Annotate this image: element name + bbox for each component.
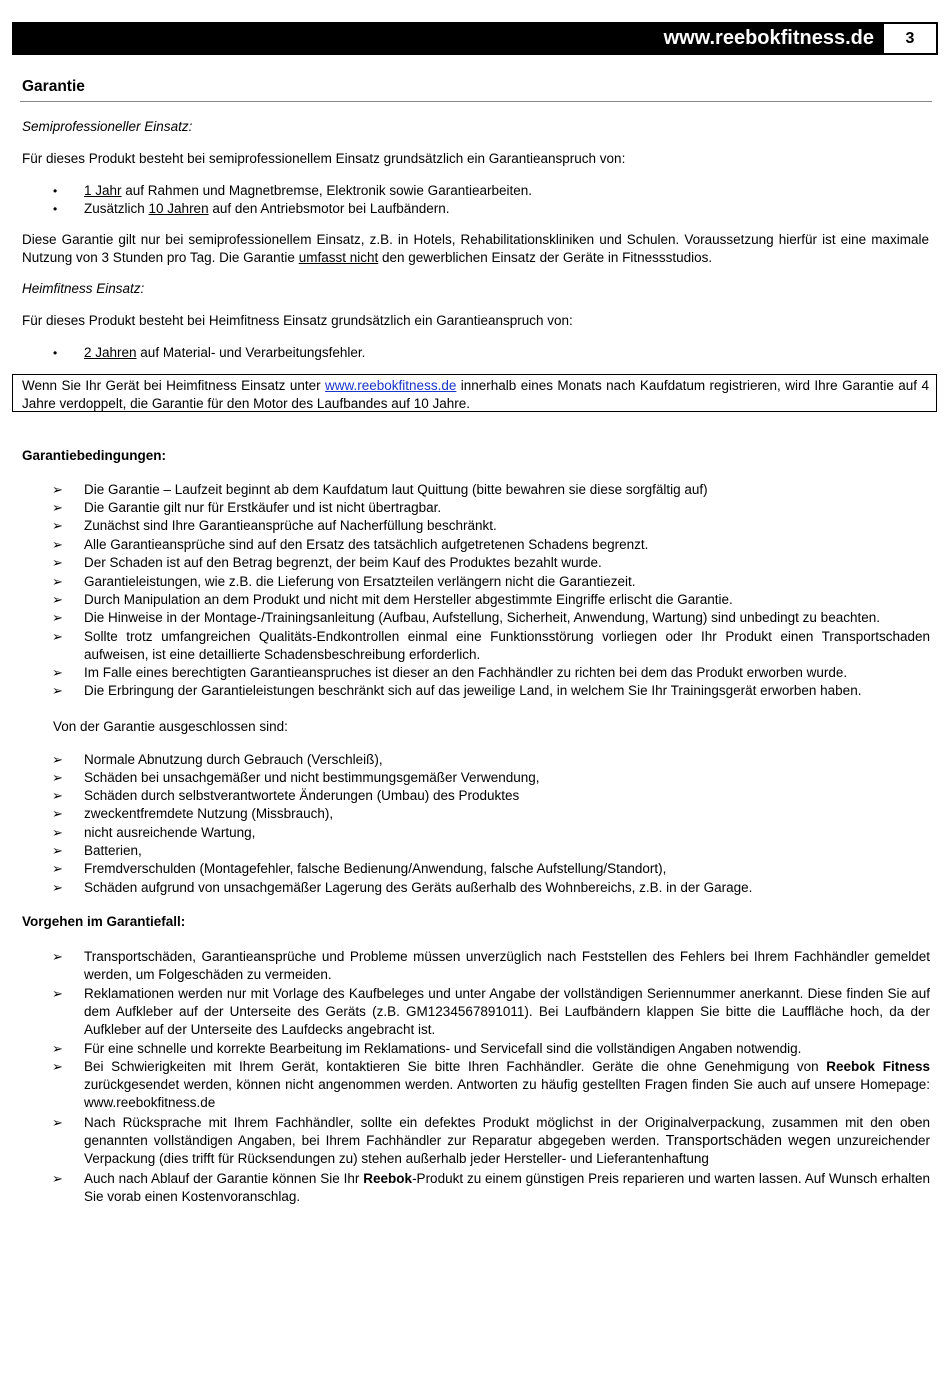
list-item: Reklamationen werden nur mit Vorlage des Kaufbeleges und unter Angabe der vollständigen Seriennummer anerkannt. Diese finden Sie auf dem Aufkleber auf der Unterseite des Geräts (z.B. GM1234567891011). Bei Laufbändern klappen Sie bitte die Lauffläche hoch, da der Aufkleber auf der Unterseite des Laufdecks angebracht ist.: [84, 986, 930, 1037]
chevron-bullet-icon: ➢: [52, 986, 63, 1001]
conditions-heading: Garantiebedingungen:: [22, 448, 167, 463]
semi-heading: Semiprofessioneller Einsatz:: [22, 119, 193, 134]
list-item: Schäden durch selbstverantwortete Änderungen (Umbau) des Produktes: [84, 788, 520, 803]
list-item: Durch Manipulation an dem Produkt und nicht mit dem Hersteller abgestimmte Eingriffe erlischt die Garantie.: [84, 592, 733, 607]
list-item: Nach Rücksprache mit Ihrem Fachhändler, sollte ein defektes Produkt möglichst in der Originalverpackung, zusammen mit den oben genannten vollständigen Angaben, bei Ihrem Fachhändler zur Reparatur abgegeben werden. Transportschäden wegen unzureichender Verpackung (dies trifft für Rücksendungen zu) stehen außerhalb jeder Hersteller- und Lieferantenhaftung: [84, 1115, 930, 1166]
list-item: Batterien,: [84, 843, 142, 858]
list-item: Normale Abnutzung durch Gebrauch (Verschleiß),: [84, 752, 383, 767]
chevron-bullet-icon: ➢: [52, 861, 63, 876]
list-item: Garantieleistungen, wie z.B. die Lieferung von Ersatzteilen verlängern nicht die Garantiezeit.: [84, 574, 636, 589]
chevron-bullet-icon: ➢: [52, 629, 63, 644]
list-item: Die Garantie – Laufzeit beginnt ab dem Kaufdatum laut Quittung (bitte bewahren sie diese sorgfältig auf): [84, 482, 708, 497]
list-item: Alle Garantieansprüche sind auf den Ersatz des tatsächlich aufgetretenen Schadens begrenzt.: [84, 537, 649, 552]
excluded-heading: Von der Garantie ausgeschlossen sind:: [53, 719, 288, 734]
list-item: Schäden bei unsachgemäßer und nicht bestimmungsgemäßer Verwendung,: [84, 770, 540, 785]
title-divider: [20, 101, 932, 102]
chevron-bullet-icon: ➢: [52, 683, 63, 698]
chevron-bullet-icon: ➢: [52, 788, 63, 803]
semi-intro: Für dieses Produkt besteht bei semiprofessionellem Einsatz grundsätzlich ein Garantieanspruch von:: [22, 151, 626, 166]
page-number: 3: [884, 24, 936, 53]
chevron-bullet-icon: ➢: [52, 610, 63, 625]
chevron-bullet-icon: ➢: [52, 1041, 63, 1056]
section-title: Garantie: [22, 78, 85, 95]
list-item: zweckentfremdete Nutzung (Missbrauch),: [84, 806, 334, 821]
semi-bullet-2: Zusätzlich 10 Jahren auf den Antriebsmotor bei Laufbändern.: [84, 201, 450, 216]
list-item: Zunächst sind Ihre Garantieansprüche auf Nacherfüllung beschränkt.: [84, 518, 497, 533]
chevron-bullet-icon: ➢: [52, 500, 63, 515]
bullet-dot-icon: •: [53, 346, 58, 360]
chevron-bullet-icon: ➢: [52, 949, 63, 964]
bullet-dot-icon: •: [53, 202, 58, 216]
list-item: Im Falle eines berechtigten Garantieanspruches ist dieser an den Fachhändler zu richten bei dem das Produkt erworben wurde.: [84, 665, 848, 680]
chevron-bullet-icon: ➢: [52, 482, 63, 497]
chevron-bullet-icon: ➢: [52, 770, 63, 785]
chevron-bullet-icon: ➢: [52, 665, 63, 680]
list-item: Für eine schnelle und korrekte Bearbeitung im Reklamations- und Servicefall sind die vollständigen Angaben notwendig.: [84, 1041, 802, 1056]
registration-link[interactable]: www.reebokfitness.de: [325, 378, 457, 393]
list-item: Der Schaden ist auf den Betrag begrenzt, der beim Kauf des Produktes bezahlt wurde.: [84, 555, 602, 570]
chevron-bullet-icon: ➢: [52, 574, 63, 589]
header-website: www.reebokfitness.de: [663, 27, 874, 49]
list-item: Sollte trotz umfangreichen Qualitäts-Endkontrollen einmal eine Funktionsstörung vorliegen oder Ihr Produkt einen Transportschaden aufweisen, ist eine detaillierte Schadensbeschreibung erforderlich.: [84, 629, 930, 662]
list-item: Schäden aufgrund von unsachgemäßer Lagerung des Geräts außerhalb des Wohnbereichs, z.B. in der Garage.: [84, 880, 753, 895]
chevron-bullet-icon: ➢: [52, 1115, 63, 1130]
home-heading: Heimfitness Einsatz:: [22, 281, 145, 296]
list-item: Auch nach Ablauf der Garantie können Sie Ihr Reebok-Produkt zu einem günstigen Preis reparieren und warten lassen. Auf Wunsch erhalten Sie vorab einen Kostenvoranschlag.: [84, 1171, 931, 1204]
semi-bullet-1: 1 Jahr auf Rahmen und Magnetbremse, Elektronik sowie Garantiearbeiten.: [84, 183, 533, 198]
list-item: Die Garantie gilt nur für Erstkäufer und ist nicht übertragbar.: [84, 500, 442, 515]
list-item: Die Erbringung der Garantieleistungen beschränkt sich auf das jeweilige Land, in welchem Sie Ihr Trainingsgerät erworben haben.: [84, 683, 862, 698]
chevron-bullet-icon: ➢: [52, 1059, 63, 1074]
home-intro: Für dieses Produkt besteht bei Heimfitness Einsatz grundsätzlich ein Garantieanspruch von:: [22, 313, 573, 328]
procedure-heading: Vorgehen im Garantiefall:: [22, 914, 186, 929]
list-item: Transportschäden, Garantieansprüche und Probleme müssen unverzüglich nach Feststellen des Fehlers bei Ihrem Fachhändler gemeldet werden, um Folgeschäden zu vermeiden.: [84, 949, 930, 982]
chevron-bullet-icon: ➢: [52, 806, 63, 821]
chevron-bullet-icon: ➢: [52, 518, 63, 533]
chevron-bullet-icon: ➢: [52, 880, 63, 895]
chevron-bullet-icon: ➢: [52, 1171, 63, 1186]
semi-paragraph: Diese Garantie gilt nur bei semiprofessionellem Einsatz, z.B. in Hotels, Rehabilitationskliniken und Schulen. Voraussetzung hierfür ist eine maximale Nutzung von 3 Stunden pro Tag. Die Garantie umfasst nicht den gewerblichen Einsatz der Geräte in Fitnessstudios.: [22, 232, 929, 265]
registration-notice-box: [12, 374, 937, 412]
chevron-bullet-icon: ➢: [52, 592, 63, 607]
list-item: Bei Schwierigkeiten mit Ihrem Gerät, kontaktieren Sie bitte Ihren Fachhändler. Geräte die ohne Genehmigung von Reebok Fitness zurückgesendet werden, können nicht angenommen werden. Antworten zu häufig gestellten Fragen finden Sie auch auf unsere Homepage: www.reebokfitness.de: [84, 1059, 930, 1110]
chevron-bullet-icon: ➢: [52, 825, 63, 840]
home-bullet-1: 2 Jahren auf Material- und Verarbeitungsfehler.: [84, 345, 366, 360]
list-item: Fremdverschulden (Montagefehler, falsche Bedienung/Anwendung, falsche Aufstellung/Standort),: [84, 861, 667, 876]
chevron-bullet-icon: ➢: [52, 537, 63, 552]
list-item: Die Hinweise in der Montage-/Trainingsanleitung (Aufbau, Aufstellung, Sicherheit, Anwendung, Wartung) sind unbedingt zu beachten.: [84, 610, 880, 625]
chevron-bullet-icon: ➢: [52, 555, 63, 570]
chevron-bullet-icon: ➢: [52, 843, 63, 858]
registration-notice-text: Wenn Sie Ihr Gerät bei Heimfitness Einsatz unter www.reebokfitness.de innerhalb eines Monats nach Kaufdatum registrieren, wird Ihre Garantie auf 4 Jahre verdoppelt, die Garantie für den Motor des Laufbandes auf 10 Jahre.: [22, 378, 929, 411]
chevron-bullet-icon: ➢: [52, 752, 63, 767]
bullet-dot-icon: •: [53, 184, 58, 198]
list-item: nicht ausreichende Wartung,: [84, 825, 256, 840]
